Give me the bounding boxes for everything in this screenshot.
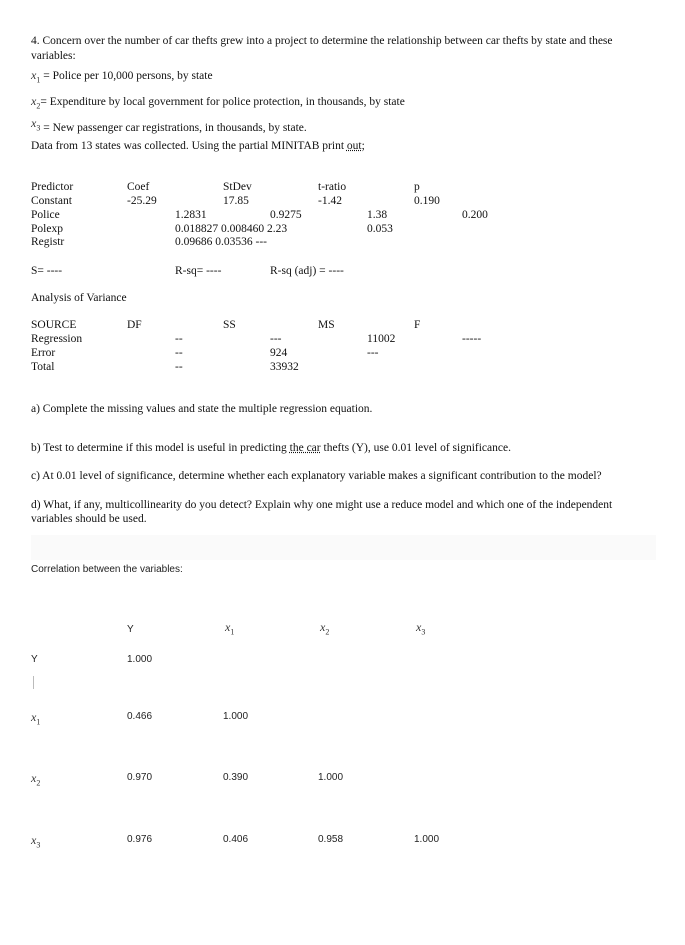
- part-a: a) Complete the missing values and state the multiple regression equation.: [31, 403, 373, 415]
- coef-registr-values: 0.09686 0.03536 ---: [175, 236, 267, 248]
- anova-total-ss: 33932: [270, 361, 299, 373]
- text-cursor-mark: [33, 676, 34, 689]
- anova-error-ss: 924: [270, 347, 288, 359]
- coef-polexp-p: 0.053: [367, 223, 393, 235]
- var-x3-definition: [31, 116, 307, 136]
- var-x2-description: = Expenditure by local government for police protection, in thousands, by state: [40, 96, 405, 108]
- coef-police-stdev: 0.9275: [270, 209, 302, 221]
- corr-x1-x1: 1.000: [223, 711, 249, 722]
- question-intro-line2: variables:: [31, 50, 76, 62]
- var-x1-description: = Police per 10,000 persons, by state: [43, 70, 213, 82]
- anova-error-ms: ---: [367, 347, 379, 359]
- coef-constant-tratio: -1.42: [318, 195, 342, 207]
- coef-police-tratio: 1.38: [367, 209, 388, 221]
- var-x1-definition: [31, 68, 213, 84]
- var-x3-symbol: $x_3$: [31, 116, 41, 133]
- var-x2-symbol: $x_2$: [31, 94, 41, 111]
- coef-constant-label: Constant: [31, 195, 72, 207]
- corr-x2-y: 0.970: [127, 772, 153, 783]
- data-description: Data from 13 states was collected. Using the partial MINITAB print out;: [31, 140, 365, 152]
- coef-constant-stdev: 17.85: [223, 195, 249, 207]
- anova-header-source: SOURCE: [31, 319, 77, 331]
- coef-header-predictor: Predictor: [31, 181, 74, 193]
- corr-x3-x3: 1.000: [414, 834, 440, 845]
- coef-header-p: p: [414, 181, 420, 193]
- anova-total-label: Total: [31, 361, 55, 373]
- part-b: b) Test to determine if this model is useful in predicting the car thefts (Y), use 0.01 level of significance.: [31, 442, 511, 454]
- anova-header-ss: SS: [223, 319, 236, 331]
- question-intro-line1: 4. Concern over the number of car thefts grew into a project to determine the relationship between car thefts by state and these: [31, 35, 613, 47]
- anova-regression-ms: 11002: [367, 333, 396, 345]
- correlation-title: Correlation between the variables:: [31, 564, 183, 575]
- corr-col-header-x1: $x_1$: [225, 620, 235, 637]
- corr-row-header-y: Y: [31, 654, 38, 665]
- var-x2-definition: [31, 94, 405, 110]
- var-x3-description: = New passenger car registrations, in thousands, by state.: [43, 122, 307, 134]
- coef-header-stdev: StDev: [223, 181, 252, 193]
- anova-regression-ss: ---: [270, 333, 282, 345]
- corr-x1-y: 0.466: [127, 711, 153, 722]
- fit-rsq-adj: R-sq (adj) = ----: [270, 265, 344, 277]
- corr-x3-x2: 0.958: [318, 834, 344, 845]
- coef-polexp-label: Polexp: [31, 223, 63, 235]
- section-divider: [31, 535, 656, 560]
- coef-constant-p: 0.190: [414, 195, 440, 207]
- coef-police-coef: 1.2831: [175, 209, 207, 221]
- corr-row-header-x2: $x_2$: [31, 771, 41, 788]
- coef-constant-coef: -25.29: [127, 195, 157, 207]
- anova-title: Analysis of Variance: [31, 292, 127, 304]
- corr-col-header-x2: $x_2$: [320, 620, 330, 637]
- anova-regression-label: Regression: [31, 333, 83, 345]
- corr-col-header-y: Y: [127, 624, 134, 635]
- coef-polexp-values: 0.018827 0.008460 2.23: [175, 223, 288, 235]
- part-d: d) What, if any, multicollinearity do you detect? Explain why one might use a reduce model and which one of the independent variables should be used.: [31, 499, 613, 525]
- anova-header-df: DF: [127, 319, 142, 331]
- anova-header-ms: MS: [318, 319, 335, 331]
- coef-registr-label: Registr: [31, 236, 65, 248]
- anova-error-df: --: [175, 347, 183, 359]
- corr-x2-x1: 0.390: [223, 772, 249, 783]
- var-x1-symbol: $x_1$: [31, 68, 41, 85]
- anova-total-df: --: [175, 361, 183, 373]
- coef-police-p: 0.200: [462, 209, 488, 221]
- corr-x2-x2: 1.000: [318, 772, 344, 783]
- anova-regression-df: --: [175, 333, 183, 345]
- anova-header-f: F: [414, 319, 421, 331]
- part-c: c) At 0.01 level of significance, determine whether each explanatory variable makes a significant contribution to the model?: [31, 470, 602, 482]
- fit-s: S= ----: [31, 265, 63, 277]
- anova-error-label: Error: [31, 347, 56, 359]
- anova-regression-f: -----: [462, 333, 482, 345]
- corr-y-y: 1.000: [127, 654, 153, 665]
- corr-col-header-x3: $x_3$: [416, 620, 426, 637]
- coef-header-tratio: t-ratio: [318, 181, 347, 193]
- corr-row-header-x3: $x_3$: [31, 833, 41, 850]
- corr-x3-x1: 0.406: [223, 834, 249, 845]
- fit-rsq: R-sq= ----: [175, 265, 222, 277]
- corr-row-header-x1: $x_1$: [31, 710, 41, 727]
- corr-x3-y: 0.976: [127, 834, 153, 845]
- coef-header-coef: Coef: [127, 181, 150, 193]
- coef-police-label: Police: [31, 209, 60, 221]
